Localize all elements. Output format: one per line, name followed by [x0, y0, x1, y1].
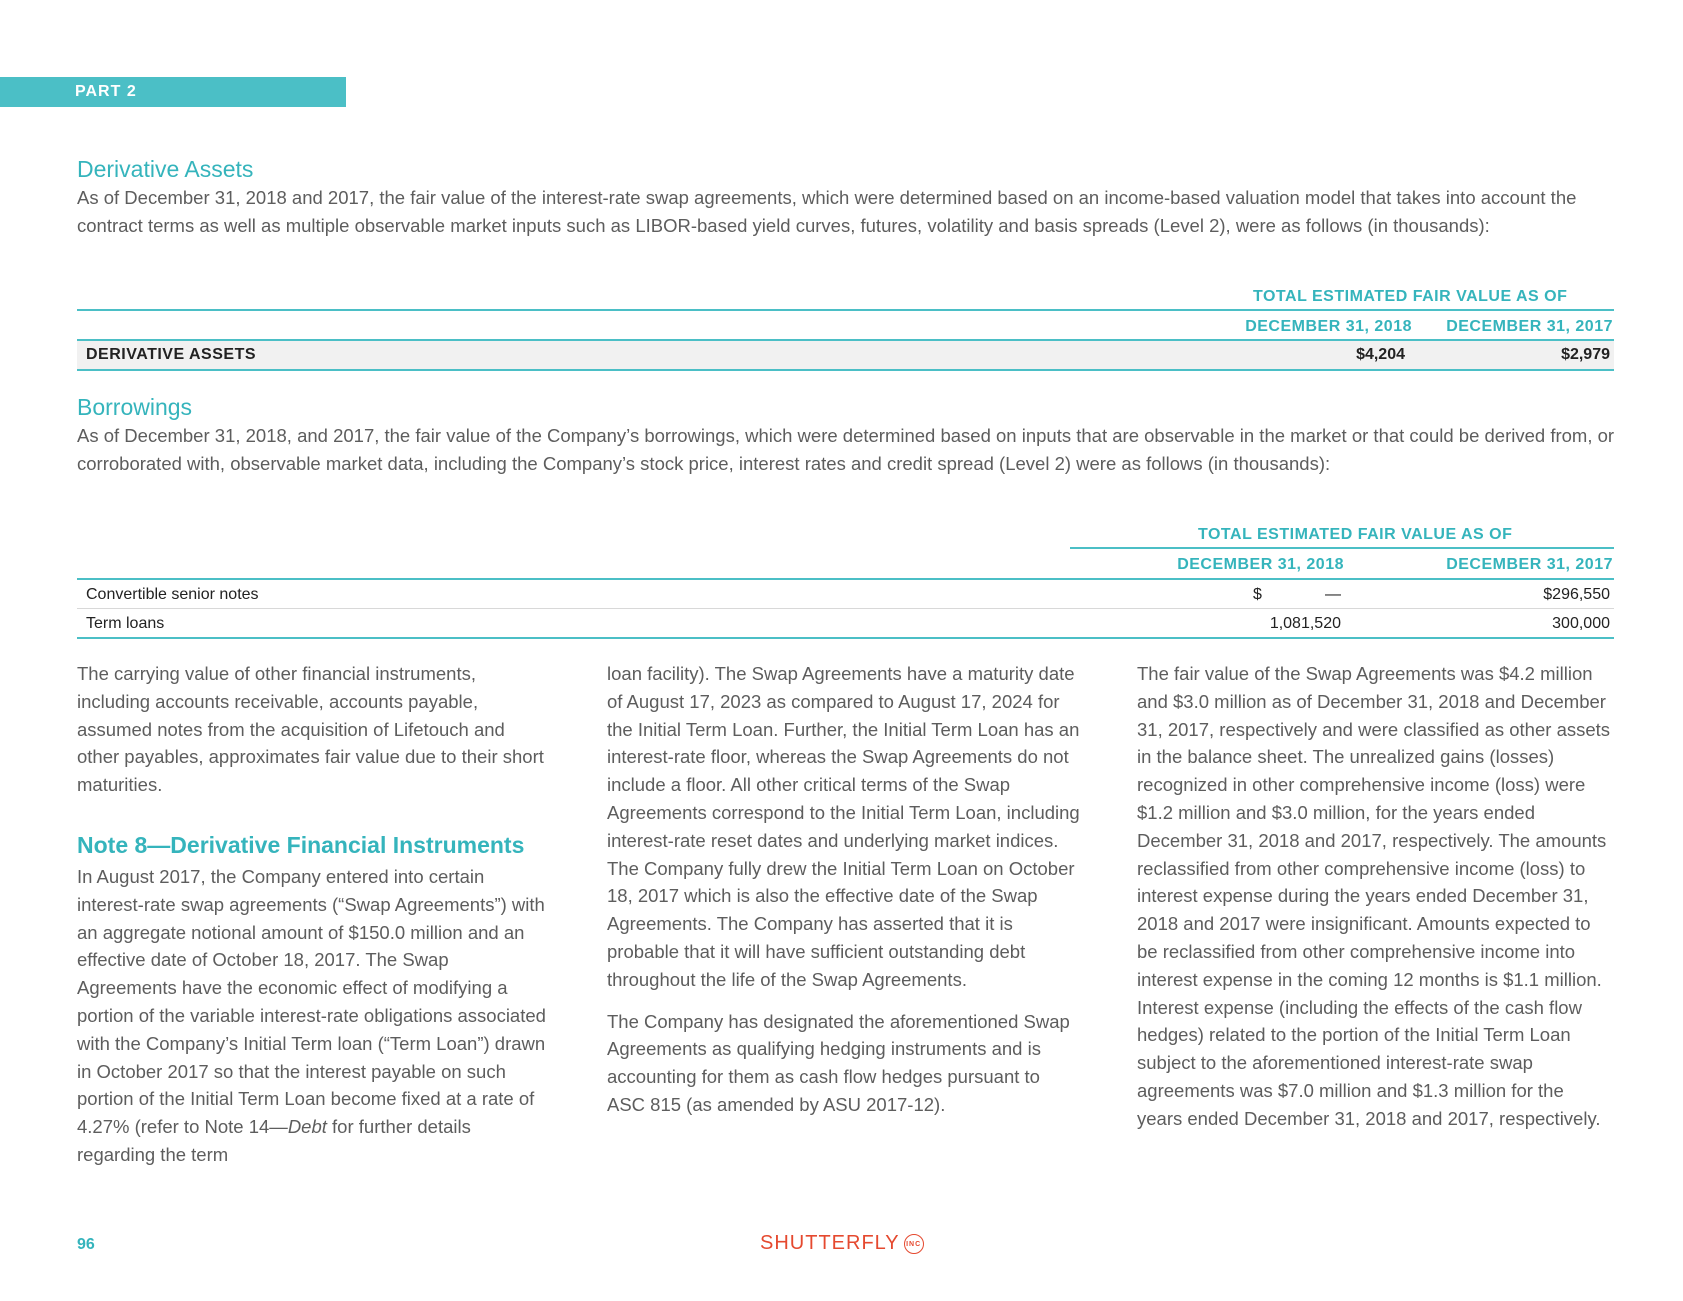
derivative-assets-paragraph: As of December 31, 2018 and 2017, the fair value of the interest-rate swap agreements, which were determined based on an income-based valuation model that takes into account the contract terms as well as multiple observable market inputs such as LIBOR-based yield curves, futures, volatility and basis spreads (Level 2), were as follows (in thousands):	[77, 187, 1577, 236]
divider	[77, 578, 1614, 580]
text-column-3	[1137, 660, 1612, 1147]
column-header-2017: DECEMBER 31, 2017	[1446, 318, 1613, 335]
body-text: for further details regarding the term	[77, 1116, 471, 1165]
derivative-assets-title: Derivative Assets	[77, 156, 254, 182]
page-number: 96	[77, 1236, 95, 1253]
logo-text: SHUTTERFLY	[760, 1232, 900, 1254]
divider	[77, 369, 1614, 371]
text-column-2	[607, 660, 1082, 1133]
body-paragraph: The fair value of the Swap Agreements was $4.2 million and $3.0 million as of December 31, 2018 and December 31, 2017, respectively and were classified as other assets in the balance sheet. The unrealized gains (losses) recognized in other comprehensive income (loss) were $1.2 million and $3.0 million, for the years ended December 31, 2018 and 2017, respectively. The amounts reclassified from other comprehensive income (loss) to interest expense during the years ended December 31, 2018 and 2017 were insignificant. Amounts expected to be reclassified from other comprehensive income into interest expense in the coming 12 months is $1.1 million. Interest expense (including the effects of the cash flow hedges) related to the portion of the Initial Term Loan subject to the aforementioned interest-rate swap agreements was $7.0 million and $1.3 million for the years ended December 31, 2018 and 2017, respectively.	[1137, 663, 1611, 1129]
debt-reference: Debt	[287, 1116, 327, 1138]
row-value-2018: —	[1325, 586, 1341, 603]
body-paragraph: The carrying value of other financial instruments, including accounts receivable, accounts payable, assumed notes from the acquisition of Lifetouch and other payables, approximates fair value due to their short maturities.	[77, 663, 544, 796]
row-label: Convertible senior notes	[86, 586, 259, 603]
row-label: DERIVATIVE ASSETS	[86, 346, 257, 363]
currency-symbol: $	[1253, 586, 1262, 603]
row-value-2018: 1,081,520	[1269, 615, 1341, 632]
column-header-2018: DECEMBER 31, 2018	[1177, 556, 1344, 573]
row-value-2017: $2,979	[1561, 346, 1610, 363]
body-paragraph: loan facility). The Swap Agreements have a maturity date of August 17, 2023 as compared to August 17, 2024 for the Initial Term Loan. Further, the Initial Term Loan has an interest-rate floor, whereas the Swap Agreements do not include a floor. All other critical terms of the Swap Agreements correspond to the Initial Term Loan, including interest-rate reset dates and underlying market indices. The Company fully drew the Initial Term Loan on October 18, 2017 which is also the effective date of the Swap Agreements. The Company has asserted that it is probable that it will have sufficient outstanding debt throughout the life of the Swap Agreements.	[607, 663, 1080, 990]
divider	[1070, 547, 1614, 549]
row-value-2018: $4,204	[1356, 346, 1405, 363]
borrowings-title: Borrowings	[77, 394, 193, 420]
divider	[77, 637, 1614, 639]
note-8-title: Note 8—Derivative Financial Instruments	[77, 831, 525, 858]
column-header-2018: DECEMBER 31, 2018	[1245, 318, 1412, 335]
divider	[77, 608, 1614, 609]
row-label: Term loans	[86, 615, 165, 632]
table-group-header: TOTAL ESTIMATED FAIR VALUE AS OF	[1198, 526, 1513, 543]
row-value-2017: 300,000	[1552, 615, 1610, 632]
borrowings-paragraph: As of December 31, 2018, and 2017, the fair value of the Company’s borrowings, which were determined based on inputs that are observable in the market or that could be derived from, or corroborated with, observable market data, including the Company’s stock price, interest rates and credit spread (Level 2) were as follows (in thousands):	[77, 425, 1615, 474]
table-group-header: TOTAL ESTIMATED FAIR VALUE AS OF	[1253, 288, 1568, 305]
body-paragraph	[77, 863, 552, 1169]
shutterfly-logo	[760, 1232, 924, 1255]
text-column-1	[77, 660, 552, 1183]
body-text: In August 2017, the Company entered into certain interest-rate swap agreements (“Swap Agreements”) with an aggregate notional amount of $150.0 million and an effective date of October 18, 2017. The Swap Agreements have the economic effect of modifying a portion of the variable interest-rate obligations associated with the Company’s Initial Term loan (“Term Loan”) drawn in October 2017 so that the interest payable on such portion of the Initial Term Loan become fixed at a rate of 4.27% (refer to Note 14—	[77, 865, 546, 1138]
part-banner: PART 2	[0, 77, 346, 107]
body-paragraph: The Company has designated the aforementioned Swap Agreements as qualifying hedging instruments and is accounting for them as cash flow hedges pursuant to ASC 815 (as amended by ASU 2017-12).	[607, 1010, 1070, 1115]
table-row	[77, 341, 1614, 369]
column-header-2017: DECEMBER 31, 2017	[1446, 556, 1613, 573]
divider	[77, 309, 1614, 311]
row-value-2017: $296,550	[1543, 586, 1610, 603]
inc-badge-icon: INC	[904, 1234, 924, 1254]
